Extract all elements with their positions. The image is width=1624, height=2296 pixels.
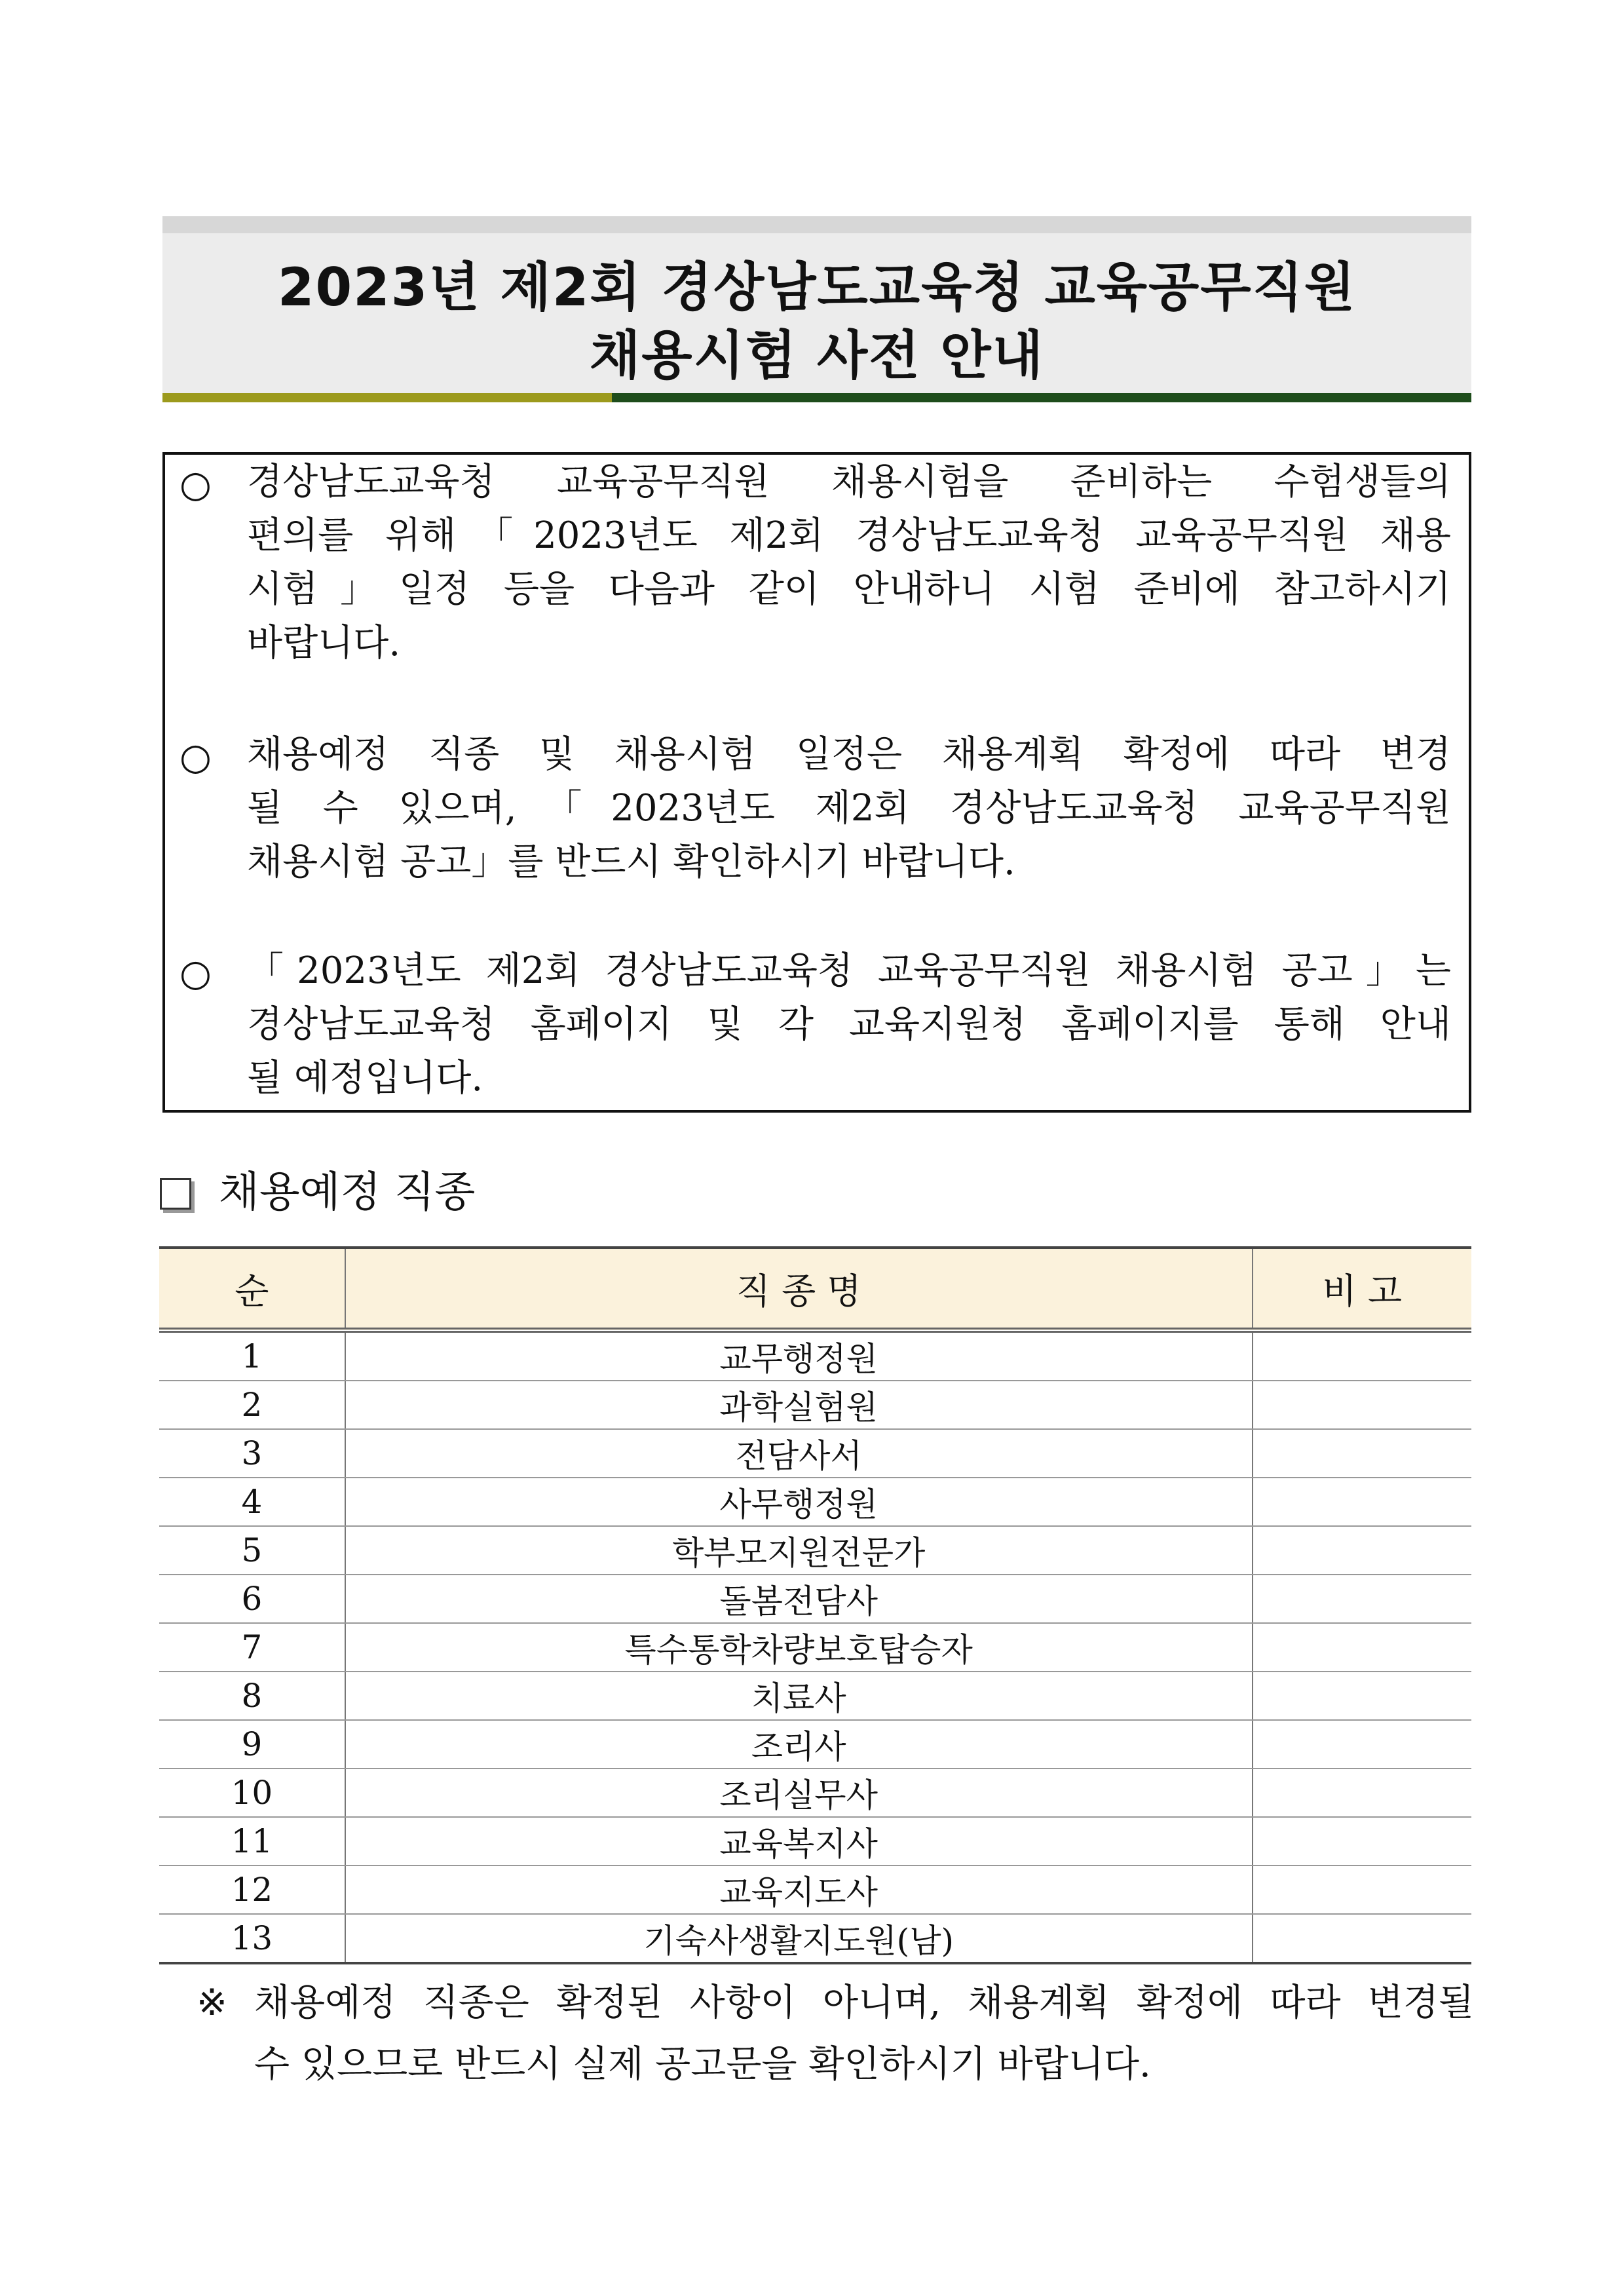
title-band [162,216,1471,402]
row-note [1253,1429,1471,1478]
row-job-name: 조리실무사 [345,1769,1253,1817]
section-heading-text: 채용예정 직종 [219,1168,476,1217]
row-job-name: 과학실험원 [345,1381,1253,1429]
page-title-line-1: 2023년 제2회 경상남도교육청 교육공무직원 [277,257,1357,318]
row-job-name: 전담사서 [345,1429,1253,1478]
row-note [1253,1866,1471,1914]
table-row [159,1866,1471,1914]
row-job-name: 돌봄전담사 [345,1575,1253,1623]
footnote-line-2: 수 있으므로 반드시 실제 공고문을 확인하시기 바랍니다. [254,2043,1151,2086]
row-no: 7 [159,1623,345,1672]
row-no: 5 [159,1526,345,1575]
circle-bullet-icon: ○ [179,736,212,778]
row-no: 8 [159,1672,345,1720]
row-note [1253,1720,1471,1769]
notice-box [162,452,1471,1113]
page-title-line-2: 채용시험 사전 안내 [590,325,1044,386]
notice-1-line-4: 바랍니다. [247,622,401,664]
row-job-name: 학부모지원전문가 [345,1526,1253,1575]
row-job-name: 사무행정원 [345,1478,1253,1526]
title-underline-green [612,393,1471,402]
notice-1-line-2: 편의를 위해「2023년도 제2회 경상남도교육청 교육공무직원 채용 [247,514,1451,557]
notice-3-line-2: 경상남도교육청 홈페이지 및 각 교육지원청 홈페이지를 통해 안내 [247,1003,1451,1046]
table-row [159,1817,1471,1866]
row-note [1253,1478,1471,1526]
row-job-name: 특수통학차량보호탑승자 [345,1623,1253,1672]
notice-1-line-1: 경상남도교육청 교육공무직원 채용시험을 준비하는 수험생들의 [247,461,1451,503]
table-row [159,1381,1471,1429]
row-note [1253,1381,1471,1429]
row-note [1253,1769,1471,1817]
title-top-bar [162,216,1471,233]
notice-2-line-2: 될 수 있으며,「2023년도 제2회 경상남도교육청 교육공무직원 [247,787,1451,830]
notice-3-line-3: 될 예정입니다. [247,1057,483,1100]
table-row [159,1720,1471,1769]
row-note [1253,1526,1471,1575]
row-no: 2 [159,1381,345,1429]
row-note [1253,1817,1471,1866]
table-row [159,1575,1471,1623]
title-underline-olive [162,393,612,402]
square-bullet-icon [160,1178,191,1210]
table-row [159,1672,1471,1720]
table-row [159,1478,1471,1526]
table-row [159,1769,1471,1817]
row-job-name: 교육복지사 [345,1817,1253,1866]
row-no: 3 [159,1429,345,1478]
footnote-line-1: 채용예정 직종은 확정된 사항이 아니며, 채용계획 확정에 따라 변경될 [254,1981,1474,2024]
notice-3-line-1: 「2023년도 제2회 경상남도교육청 교육공무직원 채용시험 공고」는 [247,949,1451,992]
row-no: 12 [159,1866,345,1914]
header-note: 비 고 [1253,1248,1471,1330]
table-header-row [159,1248,1471,1330]
row-no: 6 [159,1575,345,1623]
notice-2-line-3: 채용시험 공고」를 반드시 확인하시기 바랍니다. [247,841,1015,883]
job-type-table [159,1246,1471,1964]
table-row [159,1623,1471,1672]
row-note [1253,1672,1471,1720]
notice-2-line-1: 채용예정 직종 및 채용시험 일정은 채용계획 확정에 따라 변경 [247,733,1451,776]
notice-1-line-3: 시험」일정 등을 다음과 같이 안내하니 시험 준비에 참고하시기 [247,568,1451,611]
row-note [1253,1575,1471,1623]
row-job-name: 조리사 [345,1720,1253,1769]
circle-bullet-icon: ○ [179,952,212,995]
header-job-name: 직 종 명 [345,1248,1253,1330]
header-no: 순 [159,1248,345,1330]
row-no: 9 [159,1720,345,1769]
row-no: 10 [159,1769,345,1817]
row-job-name: 교육지도사 [345,1866,1253,1914]
table-row [159,1914,1471,1963]
row-note [1253,1330,1471,1381]
table-row [159,1429,1471,1478]
table-row [159,1526,1471,1575]
table-row [159,1330,1471,1381]
row-no: 13 [159,1914,345,1963]
row-no: 1 [159,1330,345,1381]
row-no: 11 [159,1817,345,1866]
row-job-name: 기숙사생활지도원(남) [345,1914,1253,1963]
row-note [1253,1914,1471,1963]
circle-bullet-icon: ○ [179,463,212,506]
row-note [1253,1623,1471,1672]
row-no: 4 [159,1478,345,1526]
row-job-name: 치료사 [345,1672,1253,1720]
reference-mark-icon: ※ [197,1981,227,2024]
row-job-name: 교무행정원 [345,1330,1253,1381]
